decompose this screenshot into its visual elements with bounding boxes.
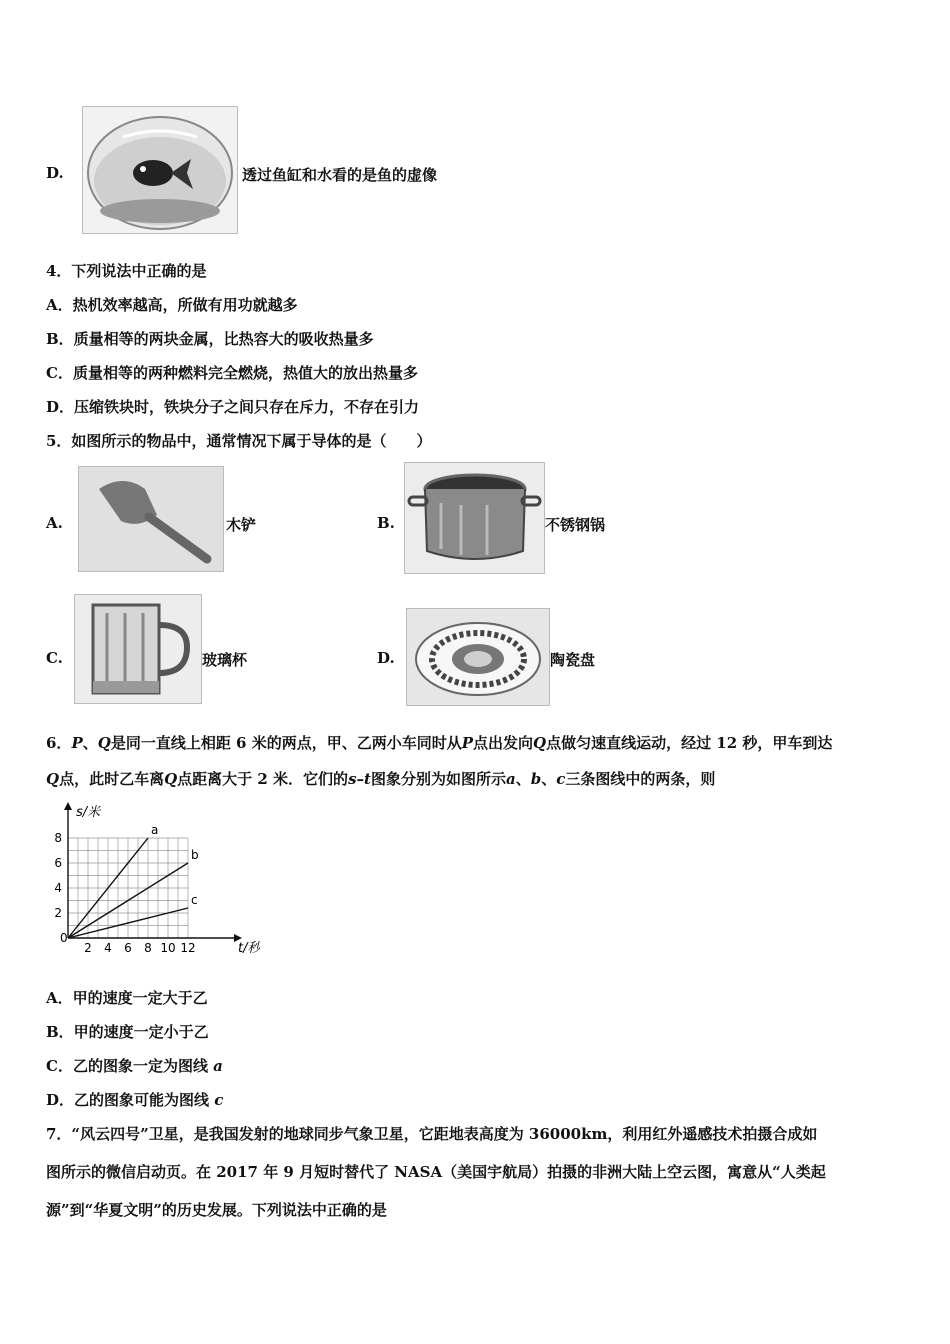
wooden-spatula-image [78, 466, 224, 572]
q3-option-d-letter: D. [46, 164, 64, 182]
q5-option-a-caption: 木铲 [226, 516, 257, 534]
q5-option-c-caption: 玻璃杯 [202, 651, 248, 669]
q3-option-d-text: 透过鱼缸和水看的是鱼的虚像 [242, 166, 438, 184]
q6-option-a: A．甲的速度一定大于乙 [46, 989, 208, 1007]
ceramic-plate-image [406, 608, 550, 706]
series-label-c: c [191, 893, 198, 907]
series-label-a: a [151, 823, 159, 837]
y-tick-label: 2 [54, 906, 62, 920]
q4-stem: 4．下列说法中正确的是 [46, 262, 207, 280]
x-tick-label: 12 [180, 941, 196, 955]
y-axis-label: s/米 [76, 805, 101, 820]
q6-option-b: B．甲的速度一定小于乙 [46, 1023, 209, 1041]
q5-option-a-letter: A. [46, 514, 63, 532]
series-label-b: b [191, 848, 199, 862]
glass-mug-image [74, 594, 202, 704]
x-axis-label: t/秒 [238, 941, 260, 956]
q7-line1: 7．“风云四号”卫星，是我国发射的地球同步气象卫星，它距地表高度为 36000km，利用红外遥感技术拍摄合成如 [46, 1125, 818, 1143]
x-tick-label: 8 [144, 941, 152, 955]
origin-label: 0 [60, 931, 68, 945]
q5-option-d-letter: D. [377, 649, 395, 667]
q4-option-d: D．压缩铁块时，铁块分子之间只存在斥力，不存在引力 [46, 398, 420, 416]
fishbowl-image [82, 106, 238, 234]
st-graph [50, 800, 260, 960]
q5-option-d-caption: 陶瓷盘 [550, 651, 596, 669]
x-tick-label: 2 [84, 941, 92, 955]
x-tick-label: 10 [160, 941, 176, 955]
steel-pot-image [404, 462, 545, 574]
q6-stem-line2: Q点，此时乙车离Q点距离大于 2 米．它们的s–t图象分别为如图所示a、b、c三条图线中的两条，则 [46, 770, 716, 788]
q4-option-a: A．热机效率越高，所做有用功就越多 [46, 296, 298, 314]
q7-line3: 源”到“华夏文明”的历史发展。下列说法中正确的是 [46, 1201, 387, 1219]
q7-line2: 图所示的微信启动页。在 2017 年 9 月短时替代了 NASA（美国宇航局）拍摄的非洲大陆上空云图，寓意从“人类起 [46, 1163, 826, 1181]
y-tick-label: 8 [54, 831, 62, 845]
x-tick-label: 4 [104, 941, 112, 955]
q6-stem-line1: 6．P、Q是同一直线上相距 6 米的两点，甲、乙两小车同时从P点出发向Q点做匀速直线运动，经过 12 秒，甲车到达 [46, 734, 833, 752]
q5-stem: 5．如图所示的物品中，通常情况下属于导体的是（ ） [46, 432, 432, 450]
q4-option-c: C．质量相等的两种燃料完全燃烧，热值大的放出热量多 [46, 364, 418, 382]
q4-option-b: B．质量相等的两块金属，比热容大的吸收热量多 [46, 330, 374, 348]
y-tick-label: 6 [54, 856, 62, 870]
q5-option-b-letter: B. [377, 514, 395, 532]
x-tick-label: 6 [124, 941, 132, 955]
q5-option-b-caption: 不锈钢锅 [545, 516, 606, 534]
q5-option-c-letter: C. [46, 649, 63, 667]
q6-option-d: D．乙的图象可能为图线 c [46, 1091, 224, 1109]
y-axis-arrow [64, 802, 72, 810]
q6-option-c: C．乙的图象一定为图线 a [46, 1057, 223, 1075]
y-tick-label: 4 [54, 881, 62, 895]
